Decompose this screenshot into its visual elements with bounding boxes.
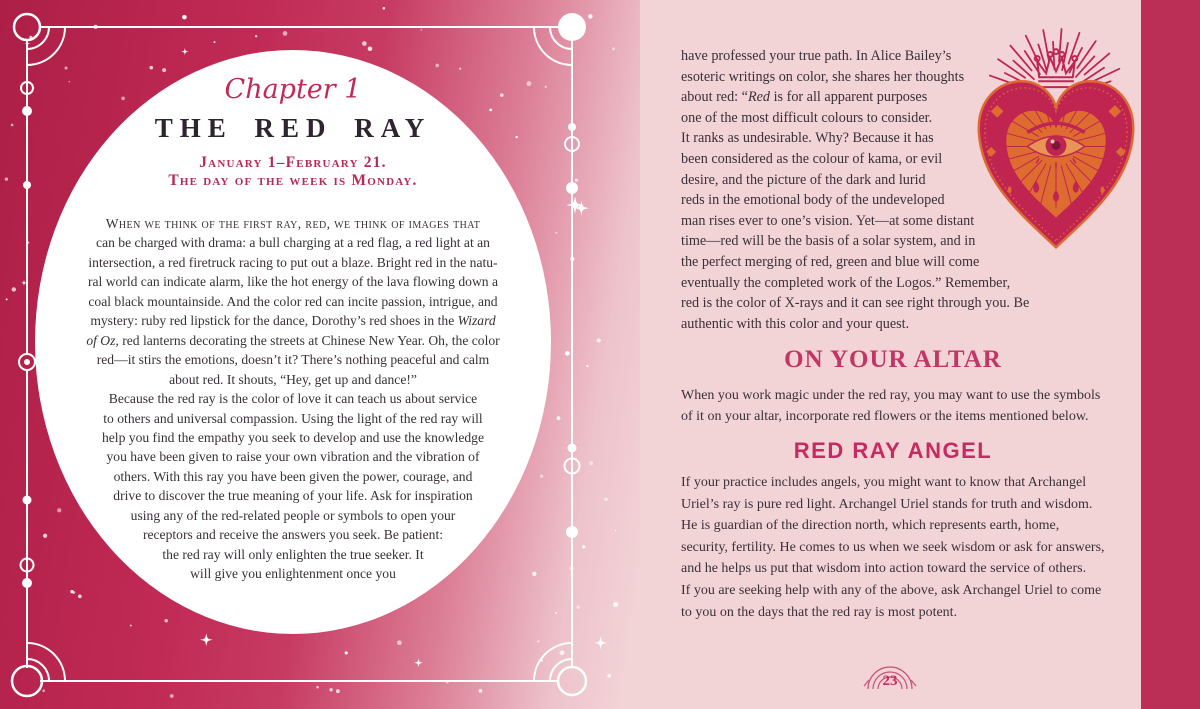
sacred-heart-icon [962,12,1150,274]
star-icon [181,48,188,55]
weekday-line: The day of the week is Monday. [168,172,418,189]
text-line: about red: “Red is for all apparent purposes [681,89,928,106]
date-range-line: January 1–February 21. [199,154,387,171]
page-footer [640,648,1140,692]
corner-circle-icon [12,666,42,696]
corner-circle-icon [14,14,40,40]
corner-circle-icon [558,667,586,695]
text-line: coal black mountainside. And the color red can incite passion, intrigue, and [88,293,498,309]
star-icon [574,201,589,216]
star-icon [594,636,607,649]
page-number: 23 [882,673,898,689]
sacred-heart-illustration [962,12,1150,274]
text-line: have professed your true path. In Alice Bailey’s [681,48,952,64]
page-edge-band [1141,0,1200,709]
text-line: Uriel’s ray is pure red light. Archangel Uriel stands for truth and wisdom. [681,496,1093,512]
chapter-opener [53,74,533,584]
chapter-label: Chapter 1 [224,74,362,105]
star-icon [24,41,30,47]
paragraph [53,389,533,584]
star-icon [21,280,27,286]
text-line: of it on your altar, incorporate red flowers or the items mentioned below. [681,409,1089,425]
angel-paragraph [681,472,1105,623]
text-line: can be charged with drama: a bull charging at a red flag, a red light at an [96,235,490,251]
text-line: red is the color of X-rays and it can see right through you. Be [681,295,1030,312]
altar-section-heading: ON YOUR ALTAR [784,346,1002,373]
text-line: authentic with this color and your quest. [681,315,910,332]
star-icon [566,196,584,214]
text-line: you have been given to raise your own vibration and the vibration of [106,449,480,465]
text-line: man rises ever to one’s vision. Yet—at some distant [681,212,975,229]
text-line: of Oz, red lanterns decorating the streets at Chinese New Year. Oh, the color [86,332,500,348]
text-line: He is guardian of the direction north, which represents earth, home, [681,518,1060,534]
text-line: time—red will be the basis of a solar system, and in [681,233,976,250]
text-line: It ranks as undesirable. Why? Because it has [681,130,934,147]
chapter-date-range [53,154,533,190]
star-icon [414,658,423,667]
text-line: reds in the emotional body of the undeveloped [681,192,945,209]
corner-circle-icon [558,13,586,41]
text-line: mystery: ruby red lipstick for the dance, Dorothy’s red shoes in the Wizard [90,313,496,329]
altar-paragraph [681,385,1100,428]
right-page [640,0,1200,709]
paragraph [53,214,533,389]
text-line: the perfect merging of red, green and blue will come [681,253,980,270]
text-line: intersection, a red firetruck racing to put out a blaze. Bright red in the natu- [88,254,498,270]
text-line: ral world can indicate alarm, like the hot energy of the lava flowing down a [87,274,499,290]
text-line: drive to discover the true meaning of your life. Ask for inspiration [113,488,473,504]
text-line: the red ray will only enlighten the true seeker. It [162,546,424,562]
text-line: If your practice includes angels, you might want to know that Archangel [681,475,1087,490]
text-line: help you find the empathy you seek to develop and use the knowledge [101,429,485,445]
text-line: security, fertility. He comes to us when we seek wisdom or ask for answers, [681,539,1105,555]
text-line: If you are seeking help with any of the above, ask Archangel Uriel to come [681,582,1102,598]
text-line: using any of the red-related people or symbols to open your [130,507,456,523]
text-line: will give you enlightenment once you [190,566,396,582]
text-line: esoteric writings on color, she shares her thoughts [681,68,965,85]
text-line: to others and universal compassion. Using the light of the red ray will [103,410,483,426]
text-line: When we think of the first ray, red, we think of images that [105,216,481,231]
text-line: red—it stirs the emotions, doesn’t it? There’s nothing peaceful and calm [96,352,490,368]
text-line: to you on the days that the red ray is most potent. [681,604,958,620]
angel-section-heading: RED RAY ANGEL [793,438,993,463]
text-line: others. With this ray you have been given the power, courage, and [113,468,473,484]
text-line: been considered as the colour of kama, or evil [681,150,943,167]
text-line: Because the red ray is the color of love it can teach us about service [108,391,478,407]
text-line: one of the most difficult colours to consider. [681,109,933,126]
text-line: When you work magic under the red ray, you may want to use the symbols [681,388,1101,403]
text-line: desire, and the picture of the dark and lurid [681,171,926,188]
page-title: THE RED RAY [154,113,432,143]
text-line: about red. It shouts, “Hey, get up and dance!” [169,371,417,387]
text-line: receptors and receive the answers you seek. Be patient: [142,527,444,543]
star-icon [200,633,213,646]
text-line: and he helps us put that wisdom into action toward the service of others. [681,561,1087,577]
chapter-body [53,214,533,584]
text-line: eventually the completed work of the Logos.” Remember, [681,274,1011,291]
page-number-ornament [857,648,923,692]
